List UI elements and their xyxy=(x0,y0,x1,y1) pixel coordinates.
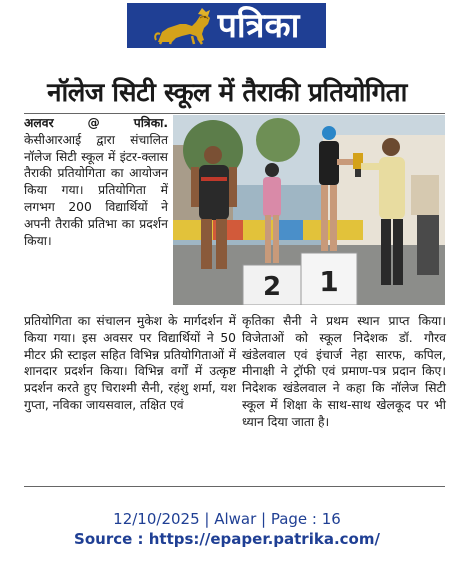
bottom-rule xyxy=(24,486,445,487)
article-headline: नॉलेज सिटी स्कूल में तैराकी प्रतियोगिता xyxy=(47,78,407,108)
brand-name: पत्रिका xyxy=(217,5,300,46)
article-column-lower-right: कृतिका सैनी ने प्रथम स्थान प्राप्त किया। विजेताओं को स्कूल निदेशक डॉ. गौरव खंडेलवाल एवं इंचार्ज नेहा सारफ, कपिल, मीनाक्षी ने ट्रॉफी एवं प्रमाण-पत्र प्रदान किए। निदेशक खंडेलवाल ने कहा कि नॉलेज सिटी स्कूल में शिक्षा के साथ-साथ खेलकूद पर भी ध्यान दिया जाता है। xyxy=(242,314,446,429)
lion-emblem-icon xyxy=(154,6,212,46)
article-column-lower-left: प्रतियोगिता का संचालन मुकेश के मार्गदर्शन में किया गया। इस अवसर पर विद्यार्थियों ने 50 मीटर फ्री स्टाइल सहित विभिन्न प्रतियोगिताओं में शानदार प्रदर्शन किया। विभिन्न वर्गों में उत्कृष्ट प्रदर्शन करते हुए चिराश्मी सैनी, रहंशु शर्मा, यश गुप्ता, नविका जायसवाल, तक्षित एवं xyxy=(24,314,236,412)
podium-number-2: 2 xyxy=(262,272,282,302)
dateline: अलवर @ पत्रिका. xyxy=(24,116,168,130)
publication-meta: 12/10/2025 | Alwar | Page : 16 xyxy=(113,510,341,528)
masthead-logo xyxy=(127,3,326,48)
podium-ceremony-photo xyxy=(173,115,445,305)
article-column-left xyxy=(24,115,168,249)
top-rule xyxy=(24,113,445,114)
paragraph-intro: केसीआरआई द्वारा संचालित नॉलेज सिटी स्कूल में इंटर-क्लास तैराकी प्रतियोगिता का आयोजन किया गया। प्रतियोगिता में लगभग 200 विद्यार्थियों ने अपनी तैराकी प्रतिभा का प्रदर्शन किया। xyxy=(24,132,168,248)
source-link[interactable]: Source : https://epaper.patrika.com/ xyxy=(74,530,380,548)
article-photo xyxy=(173,115,445,305)
podium-number-1: 1 xyxy=(319,265,339,298)
